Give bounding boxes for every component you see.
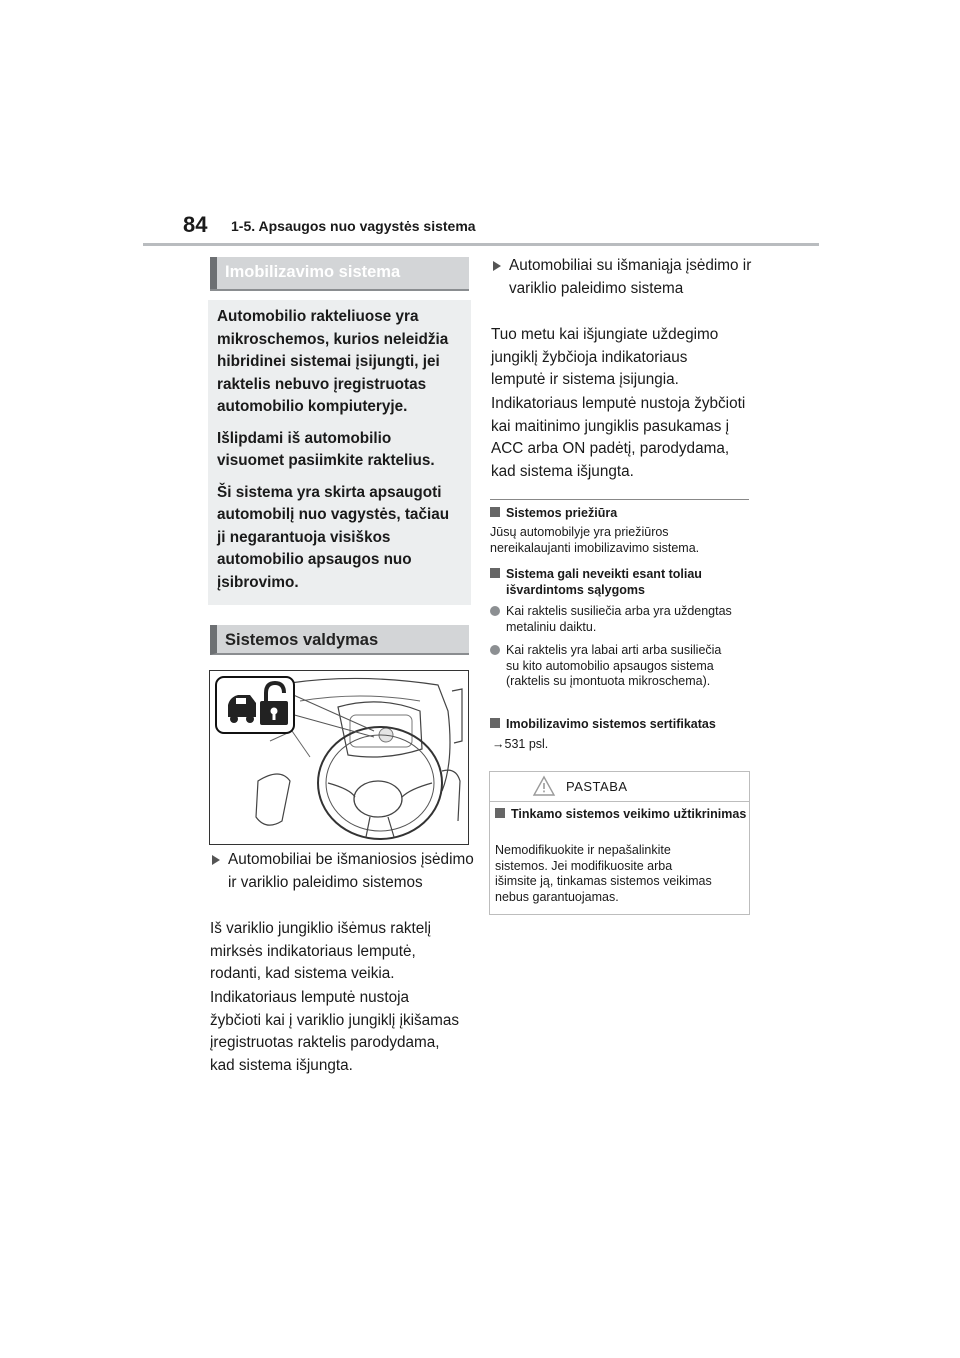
condition-item-1: Kai raktelis susiliečia arba yra uždengtas metaliniu daiktu.: [490, 604, 746, 635]
chapter-title: 1-5. Apsaugos nuo vagystės sistema: [231, 218, 476, 234]
section-underline: [210, 289, 469, 291]
page-reference: →531 psl.: [492, 737, 549, 751]
intro-paragraph-1: Automobilio rakteliuose yra mikroschemos, kurios neleidžia hibridinei sistemai įsijungti, jei raktelis nebuvo įregistruotas automobilio kompiuteryje.: [217, 308, 449, 415]
bullet-heading-smart-key: Automobiliai su išmaniąja įsėdimo ir variklio paleidimo sistema: [491, 255, 759, 300]
notice-heading: Tinkamo sistemos veikimo užtikrinimas: [495, 806, 751, 822]
triangle-bullet-icon: [212, 855, 220, 865]
section-title-immobilizer: Imobilizavimo sistema: [210, 257, 469, 289]
circle-bullet-icon: [490, 606, 500, 616]
triangle-bullet-icon: [493, 261, 501, 271]
notice-label: PASTABA: [566, 779, 628, 794]
info-text-maintenance: Jūsų automobilyje yra priežiūros nereikalaujanti imobilizavimo sistema.: [490, 525, 700, 555]
left-paragraph-2: Indikatoriaus lemputė nustoja žybčioti kai į variklio jungiklį įkišamas įregistruotas raktelis parodydama, kad sistema išjungta.: [210, 989, 460, 1074]
left-paragraph-1: Iš variklio jungiklio išėmus raktelį mirksės indikatoriaus lemputė, rodanti, kad sistema veikia.: [210, 920, 432, 982]
page-number: 84: [183, 212, 208, 237]
square-bullet-icon: [490, 718, 500, 728]
intro-paragraph-2: Išlipdami iš automobilio visuomet pasiimkite raktelius.: [217, 429, 435, 469]
square-bullet-icon: [490, 507, 500, 517]
dashboard-drawing: [210, 671, 468, 844]
intro-box: [208, 300, 471, 605]
right-paragraph-1: Tuo metu kai išjungiate uždegimo jungiklį žybčioja indikatoriaus lemputė ir sistema įsijungia.: [491, 326, 719, 388]
info-heading-conditions: Sistema gali neveikti esant toliau išvardintoms sąlygoms: [490, 566, 761, 598]
header-divider: [143, 243, 819, 246]
square-bullet-icon: [490, 568, 500, 578]
notice-text: Nemodifikuokite ir nepašalinkite sistemos. Jei modifikuosite arba išimsite ją, tinkamas sistemos veikimas nebus garantuojamas.: [495, 843, 712, 904]
info-divider: [490, 499, 749, 500]
square-bullet-icon: [495, 808, 505, 818]
info-heading-maintenance: Sistemos priežiūra: [490, 505, 761, 521]
warning-triangle-icon: [532, 775, 556, 797]
info-heading-certificate: Imobilizavimo sistemos sertifikatas: [490, 716, 764, 732]
section-title-operation: Sistemos valdymas: [210, 625, 469, 655]
circle-bullet-icon: [490, 645, 500, 655]
intro-paragraph-3: Ši sistema yra skirta apsaugoti automobilį nuo vagystės, tačiau ji negarantuoja visiškos automobilio apsaugos nuo įsibrovimo.: [217, 483, 450, 591]
dashboard-illustration: [209, 670, 469, 845]
bullet-heading-standard-key: Automobiliai be išmaniosios įsėdimo ir variklio paleidimo sistemos: [210, 849, 478, 894]
condition-item-2: Kai raktelis yra labai arti arba susiliečia su kito automobilio apsaugos sistema (raktelis su įmontuota mikroschema).: [490, 643, 736, 690]
right-paragraph-2: Indikatoriaus lemputė nustoja žybčioti kai maitinimo jungiklis pasukamas į ACC arba ON padėtį, parodydama, kad sistema išjungta.: [491, 395, 746, 480]
